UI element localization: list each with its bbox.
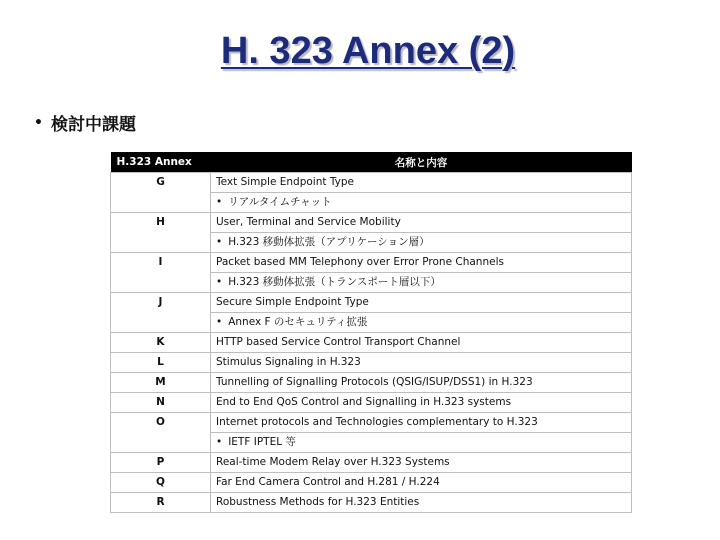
annex-content-cell — [211, 173, 632, 213]
table-header-row — [111, 152, 632, 173]
note-bullet: • — [216, 436, 223, 448]
annex-table — [110, 152, 632, 513]
table-row — [111, 393, 632, 413]
annex-letter: L — [157, 356, 164, 368]
annex-letter-cell — [111, 393, 211, 413]
annex-letter-cell — [111, 413, 211, 453]
annex-content-cell — [211, 393, 632, 413]
annex-name: Robustness Methods for H.323 Entities — [216, 496, 420, 508]
annex-name: HTTP based Service Control Transport Channel — [216, 336, 461, 348]
table-row — [111, 493, 632, 513]
annex-name: Secure Simple Endpoint Type — [216, 296, 369, 308]
annex-content-cell — [211, 213, 632, 253]
table-row — [111, 173, 632, 213]
note-bullet: • — [216, 276, 223, 288]
annex-letter: G — [156, 176, 165, 188]
annex-content-cell — [211, 473, 632, 493]
annex-letter: O — [156, 416, 165, 428]
table-row — [111, 333, 632, 353]
annex-letter: J — [158, 296, 163, 308]
annex-letter-cell — [111, 173, 211, 213]
annex-note — [211, 232, 631, 252]
annex-letter-cell — [111, 373, 211, 393]
annex-letter-cell — [111, 453, 211, 473]
table-row — [111, 213, 632, 253]
annex-letter: R — [156, 496, 165, 508]
annex-letter: K — [156, 336, 165, 348]
table-row — [111, 413, 632, 453]
bullet-item — [34, 110, 136, 135]
annex-letter-cell — [111, 473, 211, 493]
annex-content-cell — [211, 453, 632, 473]
annex-letter: Q — [156, 476, 165, 488]
table-row — [111, 353, 632, 373]
annex-content-cell — [211, 413, 632, 453]
annex-content-cell — [211, 353, 632, 373]
annex-letter: P — [156, 456, 165, 468]
annex-letter-cell — [111, 293, 211, 333]
annex-letter-cell — [111, 353, 211, 373]
annex-letter-cell — [111, 333, 211, 353]
annex-letter: M — [155, 376, 166, 388]
annex-note — [211, 192, 631, 212]
annex-note — [211, 272, 631, 292]
annex-content-cell — [211, 253, 632, 293]
annex-name: User, Terminal and Service Mobility — [216, 216, 401, 228]
annex-note-text: H.323 移動体拡張（トランスポート層以下） — [228, 276, 441, 288]
annex-name: Internet protocols and Technologies complementary to H.323 — [216, 416, 538, 428]
annex-note — [211, 432, 631, 452]
annex-content-cell — [211, 293, 632, 333]
annex-letter: H — [156, 216, 165, 228]
note-bullet: • — [216, 236, 223, 248]
header-name: 名称と内容 — [211, 152, 632, 173]
note-bullet: • — [216, 316, 223, 328]
slide-title: H. 323 Annex (2) — [220, 30, 516, 72]
bullet-marker: • — [34, 114, 43, 131]
annex-note-text: H.323 移動体拡張（アプリケーション層） — [228, 236, 430, 248]
table-row — [111, 373, 632, 393]
annex-note — [211, 312, 631, 332]
annex-letter-cell — [111, 253, 211, 293]
header-annex: H.323 Annex — [111, 152, 211, 173]
annex-content-cell — [211, 373, 632, 393]
table-row — [111, 453, 632, 473]
annex-letter-cell — [111, 493, 211, 513]
annex-name: Stimulus Signaling in H.323 — [216, 356, 361, 368]
table-row — [111, 293, 632, 333]
bullet-text: 検討中課題 — [50, 115, 136, 135]
annex-note-text: Annex F のセキュリティ拡張 — [228, 316, 368, 328]
annex-name: Packet based MM Telephony over Error Prone Channels — [216, 256, 504, 268]
table-row — [111, 253, 632, 293]
annex-note-text: IETF IPTEL 等 — [228, 436, 296, 448]
annex-name: End to End QoS Control and Signalling in H.323 systems — [216, 396, 512, 408]
annex-name: Text Simple Endpoint Type — [216, 176, 354, 188]
annex-letter: I — [158, 256, 163, 268]
note-bullet: • — [216, 196, 223, 208]
annex-name: Real-time Modem Relay over H.323 Systems — [216, 456, 450, 468]
annex-letter: N — [156, 396, 165, 408]
annex-content-cell — [211, 333, 632, 353]
annex-name: Far End Camera Control and H.281 / H.224 — [216, 476, 440, 488]
annex-note-text: リアルタイムチャット — [228, 196, 332, 208]
annex-letter-cell — [111, 213, 211, 253]
annex-name: Tunnelling of Signalling Protocols (QSIG/ISUP/DSS1) in H.323 — [216, 376, 533, 388]
annex-content-cell — [211, 493, 632, 513]
table-row — [111, 473, 632, 493]
